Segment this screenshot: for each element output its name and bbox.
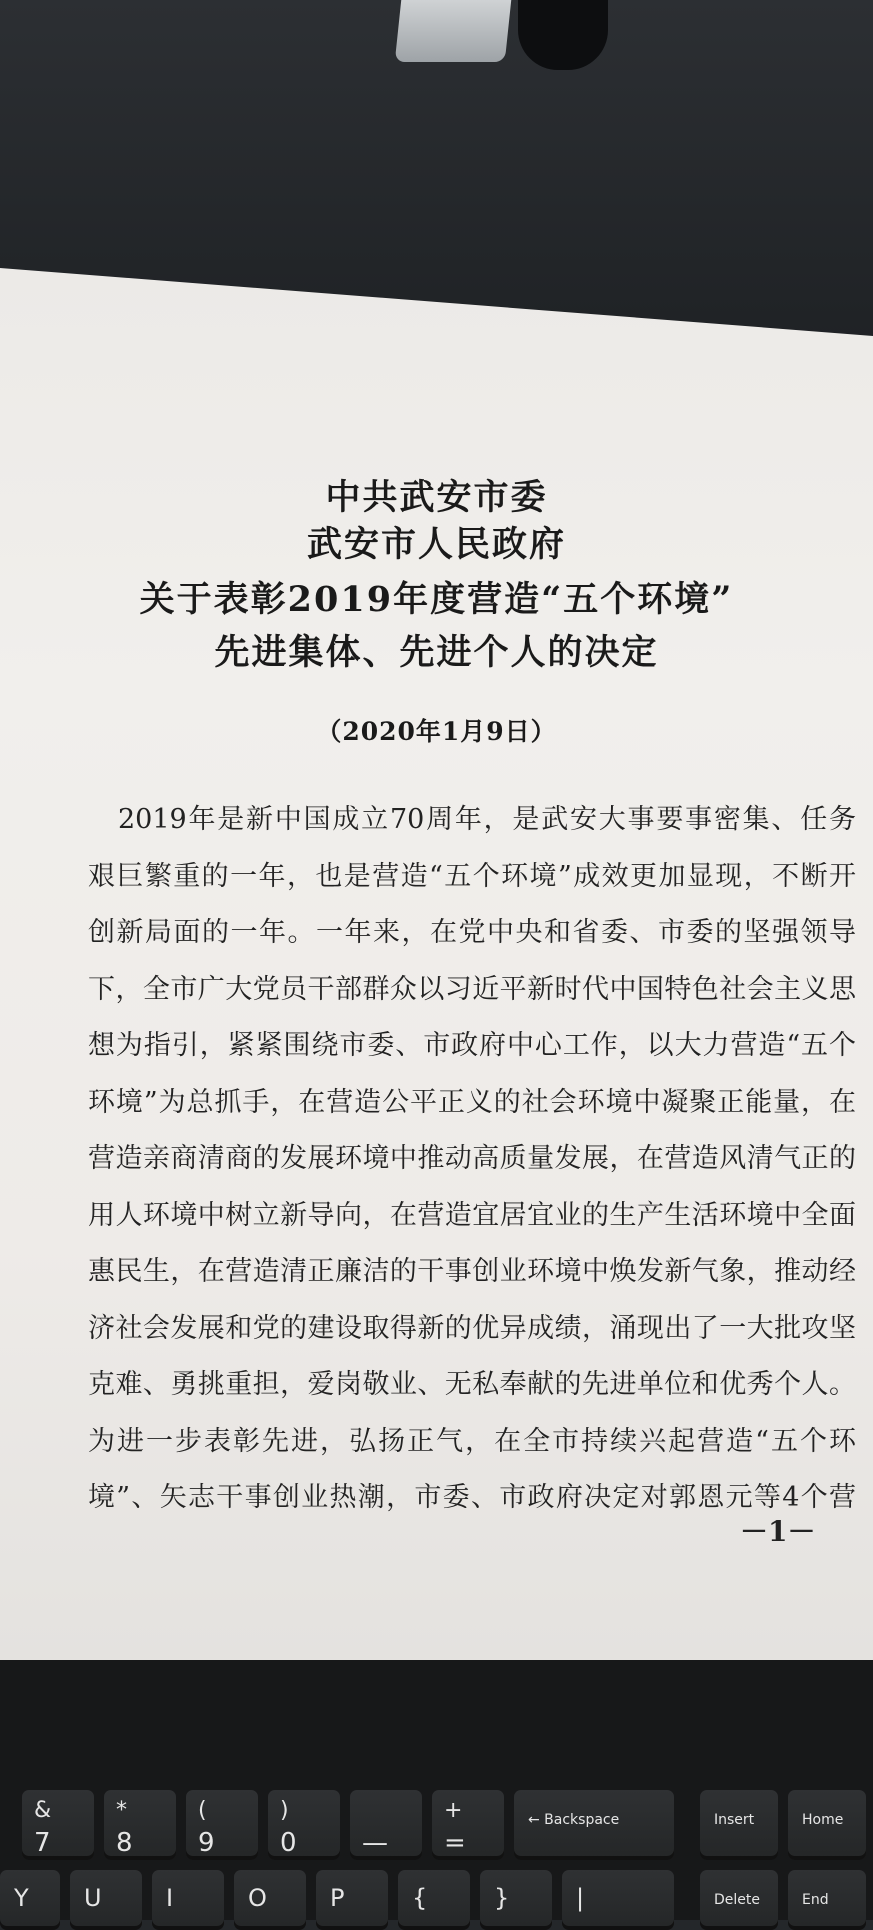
key-minus — [350, 1790, 422, 1860]
key-0 — [268, 1790, 340, 1860]
document-title-line-3: 关于表彰2019年度营造“五个环境” — [139, 579, 734, 620]
key-o — [234, 1870, 306, 1930]
body-line: 下，全市广大党员干部群众以习近平新时代中国特色社会主义思 — [88, 973, 856, 1005]
body-line: 艰巨繁重的一年，也是营造“五个环境”成效更加显现，不断开 — [88, 860, 856, 892]
binder-clip — [395, 0, 512, 62]
key-8 — [104, 1790, 176, 1860]
key-9-lower: 9 — [198, 1828, 215, 1858]
body-line: 创新局面的一年。一年来，在党中央和省委、市委的坚强领导 — [88, 917, 856, 948]
key-7 — [22, 1790, 94, 1860]
key-insert — [700, 1790, 778, 1860]
key-left-brace — [398, 1870, 470, 1930]
body-line: 环境”为总抓手，在营造公平正义的社会环境中凝聚正能量，在 — [88, 1086, 856, 1118]
key-end-label: End — [802, 1892, 829, 1908]
desk-object — [518, 0, 608, 70]
body-line: 境”、矢志干事创业热潮，市委、市政府决定对郭恩元等4个营 — [88, 1482, 856, 1513]
key-right-brace-label: } — [494, 1884, 510, 1912]
key-equals-lower: = — [444, 1828, 466, 1858]
key-pipe-label: | — [576, 1884, 585, 1912]
key-y — [0, 1870, 60, 1930]
key-8-upper: * — [116, 1798, 127, 1823]
key-y-label: Y — [14, 1884, 29, 1912]
body-line: 惠民生，在营造清正廉洁的干事创业环境中焕发新气象，推动经 — [88, 1256, 856, 1287]
key-backspace-label: ← Backspace — [528, 1812, 620, 1828]
key-9 — [186, 1790, 258, 1860]
body-line: 用人环境中树立新导向，在营造宜居宜业的生产生活环境中全面 — [88, 1199, 856, 1231]
key-7-upper: & — [34, 1798, 52, 1823]
key-delete — [700, 1870, 778, 1930]
key-insert-label: Insert — [714, 1812, 755, 1828]
key-0-lower: 0 — [280, 1828, 297, 1858]
key-home-label: Home — [802, 1812, 844, 1828]
key-left-brace-label: { — [412, 1884, 428, 1912]
keyboard — [0, 1660, 873, 1920]
key-i — [152, 1870, 224, 1930]
document-body — [88, 792, 856, 1527]
key-7-lower: 7 — [34, 1828, 51, 1858]
document-title-line-1: 中共武安市委 — [325, 477, 548, 518]
key-right-brace — [480, 1870, 552, 1930]
document-title-line-4: 先进集体、先进个人的决定 — [214, 632, 659, 673]
key-p — [316, 1870, 388, 1930]
key-0-upper: ) — [280, 1798, 289, 1823]
key-pipe — [562, 1870, 674, 1930]
key-backspace — [514, 1790, 674, 1860]
key-home — [788, 1790, 866, 1860]
key-u-label: U — [84, 1884, 102, 1912]
body-line: 2019年是新中国成立70周年，是武安大事要事密集、任务 — [118, 804, 856, 835]
key-8-lower: 8 — [116, 1828, 133, 1858]
body-line: 想为指引，紧紧围绕市委、市政府中心工作，以大力营造“五个 — [88, 1030, 856, 1061]
key-9-upper: ( — [198, 1798, 207, 1823]
body-line: 营造亲商清商的发展环境中推动高质量发展，在营造风清气正的 — [88, 1143, 856, 1174]
document-title-line-2: 武安市人民政府 — [306, 524, 566, 565]
key-equals-upper: + — [444, 1798, 463, 1823]
body-line: 为进一步表彰先进，弘扬正气，在全市持续兴起营造“五个环 — [88, 1425, 856, 1457]
key-i-label: I — [166, 1884, 174, 1912]
key-p-label: P — [330, 1884, 345, 1912]
key-o-label: O — [248, 1884, 267, 1912]
page-number: －1－ — [740, 1515, 816, 1548]
key-equals — [432, 1790, 504, 1860]
key-minus-lower: — — [362, 1828, 388, 1858]
body-line: 克难、勇挑重担，爱岗敬业、无私奉献的先进单位和优秀个人。 — [88, 1369, 856, 1400]
key-end — [788, 1870, 866, 1930]
key-delete-label: Delete — [714, 1892, 760, 1908]
body-line: 济社会发展和党的建设取得新的优异成绩，涌现出了一大批攻坚 — [88, 1312, 856, 1344]
key-u — [70, 1870, 142, 1930]
document-date: （2020年1月9日） — [316, 717, 557, 746]
